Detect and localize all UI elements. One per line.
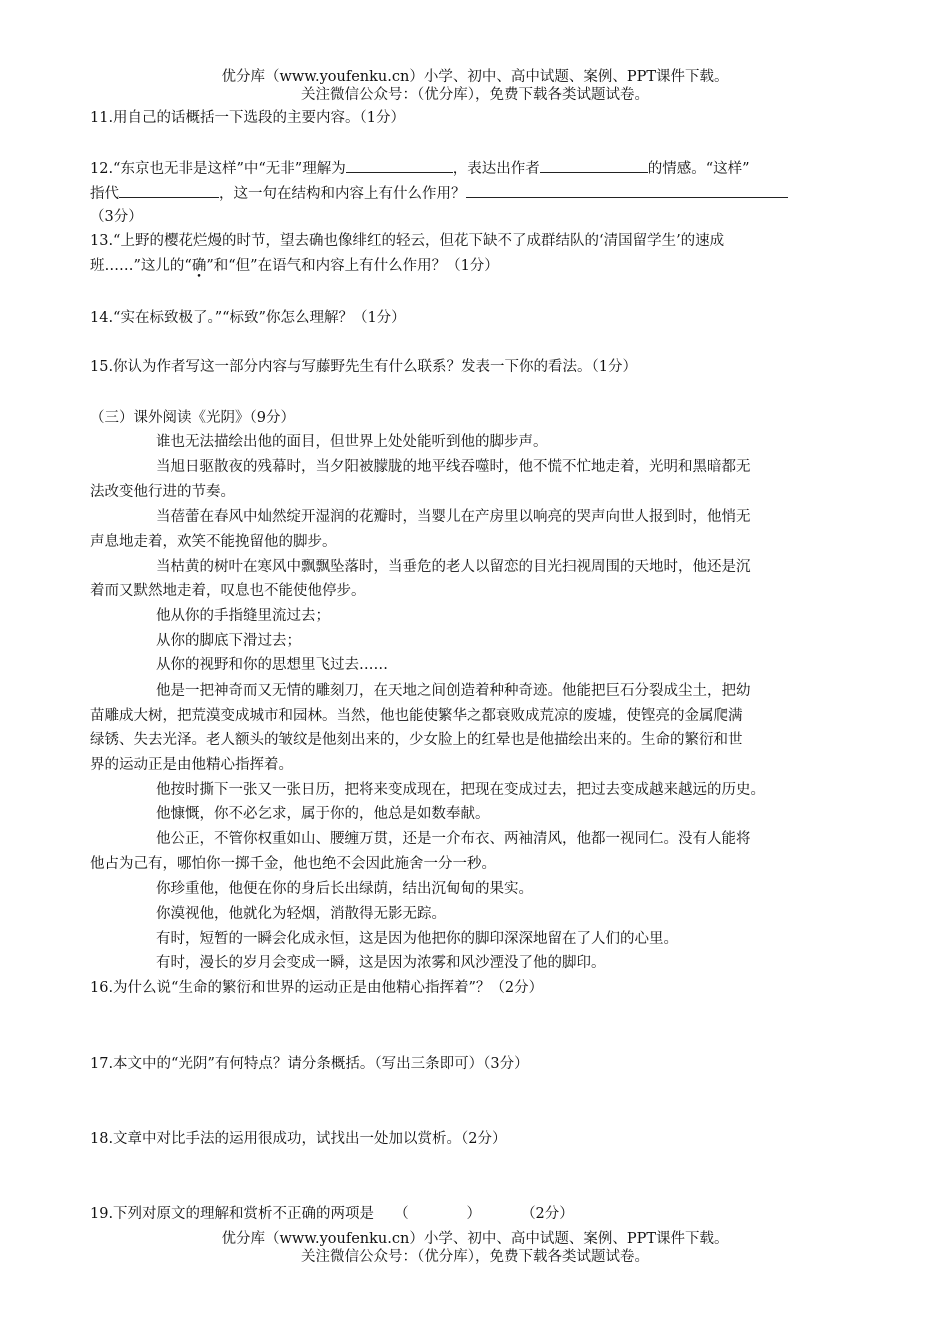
paragraph: 他公正，不管你权重如山、腰缠万贯，还是一介布衣、两袖清风，他都一视同仁。没有人能将: [156, 831, 751, 847]
answer-blank-1[interactable]: [346, 158, 453, 173]
paragraph-cont: 他占为己有，哪怕你一掷千金，他也绝不会因此施舍一分一秒。: [90, 856, 496, 872]
question-19-score: （2分）: [521, 1206, 574, 1222]
paragraph: 从你的脚底下滑过去；: [156, 633, 301, 649]
paragraph-cont: 绿锈、失去光泽。老人额头的皱纹是他刻出来的，少女脸上的红晕也是他描绘出来的。生命的繁衍和世: [90, 732, 743, 748]
question-19-text: 19.下列对原文的理解和赏析不正确的两项是: [90, 1206, 375, 1222]
question-11: 11.用自己的话概括一下选段的主要内容。（1分）: [90, 110, 406, 126]
question-12-text-b: ，表达出作者: [452, 161, 540, 177]
paragraph-cont: 声息地走着，欢笑不能挽留他的脚步。: [90, 534, 337, 550]
question-13-text-b: ”和“但”在语气和内容上有什么作用？（1分）: [206, 258, 499, 274]
header-line-1: 优分库（www.youfenku.cn）小学、初中、高中试题、案例、PPT课件下载。: [221, 69, 729, 85]
question-12-text-e: ，这一句在结构和内容上有什么作用？: [219, 186, 466, 202]
footer-line-2: 关注微信公众号：（优分库），免费下载各类试题试卷。: [301, 1249, 649, 1265]
question-19: [90, 1204, 862, 1224]
paragraph: 从你的视野和你的思想里飞过去……: [156, 657, 388, 673]
paragraph: 他是一把神奇而又无情的雕刻刀，在天地之间创造着种种奇迹。他能把巨石分裂成尘土，把幼: [156, 683, 751, 699]
paragraph: 有时，短暂的一瞬会化成永恒，这是因为他把你的脚印深深地留在了人们的心里。: [156, 931, 678, 947]
answer-blank-4[interactable]: [466, 183, 788, 198]
question-12-score: （3分）: [90, 209, 143, 225]
question-12-text-d: 指代: [90, 186, 119, 202]
paragraph: 他从你的手指缝里流过去；: [156, 608, 330, 624]
paragraph: 当旭日驱散夜的残幕时，当夕阳被朦胧的地平线吞噬时，他不慌不忙地走着，光明和黑暗都无: [156, 459, 751, 475]
paragraph-cont: 界的运动正是由他精心指挥着。: [90, 757, 293, 773]
question-12-line-2: [90, 183, 862, 204]
paragraph: 有时，漫长的岁月会变成一瞬，这是因为浓雾和风沙湮没了他的脚印。: [156, 955, 606, 971]
question-14: 14.“实在标致极了。”“标致”你怎么理解？（1分）: [90, 310, 406, 326]
paragraph: 你漠视他，他就化为轻烟，消散得无影无踪。: [156, 906, 446, 922]
question-13-line-1: 13.“上野的樱花烂熳的时节，望去确也像绯红的轻云，但花下缺不了成群结队的‘清国留学生’的速成: [90, 233, 725, 249]
question-13-line-2: [90, 256, 862, 276]
paragraph-cont: 着而又默然地走着，叹息也不能使他停步。: [90, 583, 366, 599]
section-title: （三）课外阅读《光阴》（9分）: [90, 410, 295, 426]
paragraph: 你珍重他，他便在你的身后长出绿荫，结出沉甸甸的果实。: [156, 881, 533, 897]
question-12-text-a: 12.“东京也无非是这样”中“无非”理解为: [90, 161, 346, 177]
answer-blank-2[interactable]: [540, 158, 648, 173]
question-12-line-1: [90, 158, 862, 179]
question-13-text-a: 班……”这儿的“: [90, 258, 192, 274]
footer-line-1: 优分库（www.youfenku.cn）小学、初中、高中试题、案例、PPT课件下载。: [221, 1231, 729, 1247]
question-12-text-c: 的情感。“这样”: [647, 161, 750, 177]
header-line-2: 关注微信公众号：（优分库），免费下载各类试题试卷。: [301, 87, 649, 103]
answer-parentheses[interactable]: （ ）: [394, 1206, 482, 1222]
paragraph: 他慷慨，你不必乞求，属于你的，他总是如数奉献。: [156, 806, 490, 822]
emphasis-char: 确: [191, 258, 207, 274]
paragraph-cont: 苗雕成大树，把荒漠变成城市和园林。当然，他也能使繁华之都衰败成荒凉的废墟，使铿亮的金属爬满: [90, 708, 743, 724]
answer-blank-3[interactable]: [119, 183, 219, 198]
paragraph: 谁也无法描绘出他的面目，但世界上处处能听到他的脚步声。: [156, 434, 548, 450]
paragraph: 当枯黄的树叶在寒风中飘飘坠落时，当垂危的老人以留恋的目光扫视周围的天地时，他还是沉: [156, 559, 751, 575]
paragraph: 他按时撕下一张又一张日历，把将来变成现在，把现在变成过去，把过去变成越来越远的历史。: [156, 782, 765, 798]
paragraph-cont: 法改变他行进的节奏。: [90, 484, 235, 500]
question-17: 17.本文中的“光阴”有何特点？请分条概括。（写出三条即可）（3分）: [90, 1056, 529, 1072]
question-16: 16.为什么说“生命的繁衍和世界的运动正是由他精心指挥着”？（2分）: [90, 980, 544, 996]
question-15: 15.你认为作者写这一部分内容与写藤野先生有什么联系？发表一下你的看法。（1分）: [90, 359, 638, 375]
question-18: 18.文章中对比手法的运用很成功，试找出一处加以赏析。（2分）: [90, 1131, 507, 1147]
paragraph: 当蓓蕾在春风中灿然绽开湿润的花瓣时，当婴儿在产房里以响亮的哭声向世人报到时，他悄无: [156, 509, 751, 525]
